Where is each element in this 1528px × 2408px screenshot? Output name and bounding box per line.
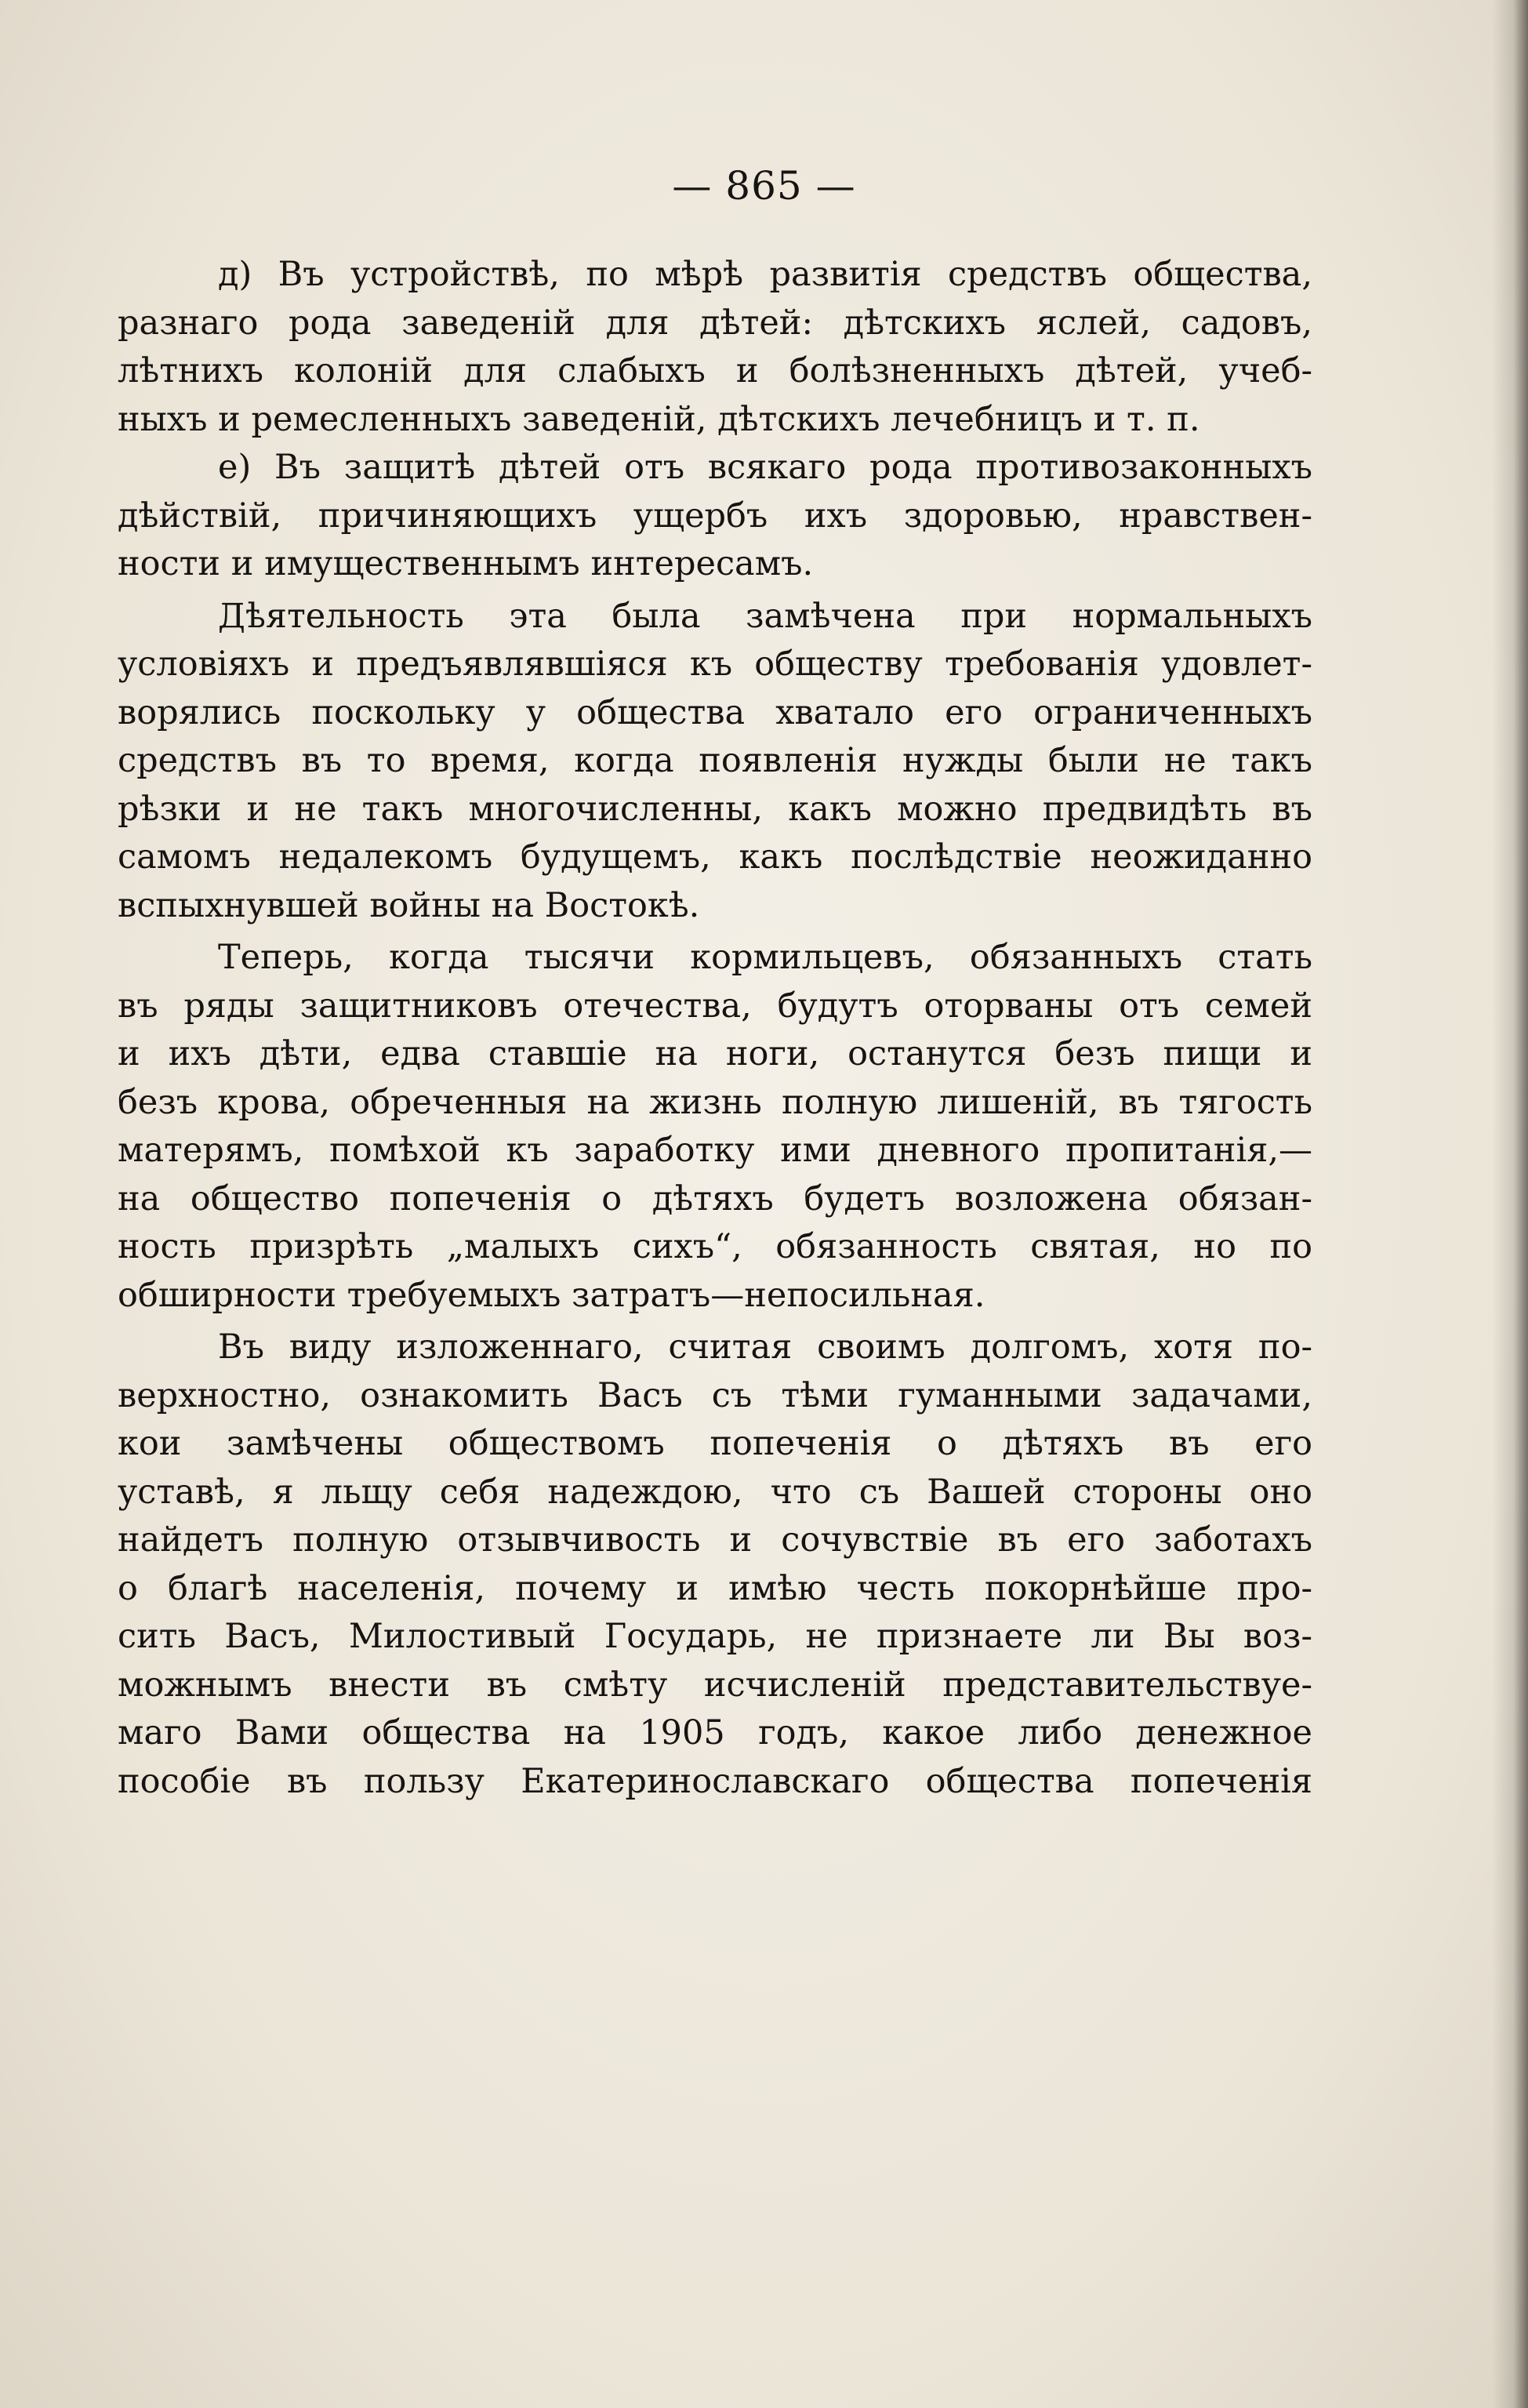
text-line: сить Васъ, Милостивый Государь, не признаете ли Вы воз-: [118, 1617, 1312, 1656]
page-number: — 865 —: [672, 163, 856, 209]
text-line: самомъ недалекомъ будущемъ, какъ послѣдствіе неожиданно: [118, 837, 1312, 877]
text-line: въ ряды защитниковъ отечества, будутъ оторваны отъ семей: [118, 986, 1312, 1026]
text-line: матерямъ, помѣхой къ заработку ими дневного пропитанія,—: [118, 1131, 1312, 1170]
text-line: кои замѣчены обществомъ попеченія о дѣтяхъ въ его: [118, 1424, 1312, 1463]
text-line: Дѣятельность эта была замѣчена при нормальныхъ: [218, 596, 1312, 636]
text-line: безъ крова, обреченныя на жизнь полную лишеній, въ тягость: [118, 1082, 1312, 1122]
text-line: верхностно, ознакомить Васъ съ тѣми гуманными задачами,: [118, 1375, 1312, 1415]
text-line: е) Въ защитѣ дѣтей отъ всякаго рода противозаконныхъ: [218, 448, 1312, 487]
text-line: о благѣ населенія, почему и имѣю честь покорнѣйше про-: [118, 1568, 1312, 1608]
paragraph-activity: [118, 593, 1312, 931]
text-line: пособіе въ пользу Екатеринославскаго общества попеченія: [118, 1761, 1312, 1801]
text-line: ность призрѣть „малыхъ сихъ“, обязанность святая, но по: [118, 1227, 1312, 1266]
text-line: рѣзки и не такъ многочисленны, какъ можно предвидѣть въ: [118, 789, 1312, 829]
paragraph-item-d: [118, 251, 1312, 444]
paragraph-now: [118, 934, 1312, 1320]
text-line: ворялись поскольку у общества хватало его ограниченныхъ: [118, 692, 1312, 732]
text-line: вспыхнувшей войны на Востокѣ.: [118, 885, 700, 925]
text-line: дѣйствій, причиняющихъ ущербъ ихъ здоровью, нравствен-: [118, 496, 1312, 536]
text-line: можнымъ внести въ смѣту исчисленій представительствуе-: [118, 1665, 1312, 1705]
text-line: Теперь, когда тысячи кормильцевъ, обязанныхъ стать: [218, 938, 1312, 977]
text-line: и ихъ дѣти, едва ставшіе на ноги, останутся безъ пищи и: [118, 1034, 1312, 1073]
text-line: лѣтнихъ колоній для слабыхъ и болѣзненныхъ дѣтей, учеб-: [118, 351, 1312, 390]
text-line: разнаго рода заведеній для дѣтей: дѣтскихъ яслей, садовъ,: [118, 303, 1312, 343]
text-line: средствъ въ то время, когда появленія нужды были не такъ: [118, 741, 1312, 780]
text-line: обширности требуемыхъ затратъ—непосильная.: [118, 1275, 985, 1315]
text-line: условіяхъ и предъявлявшіяся къ обществу требованія удовлет-: [118, 645, 1312, 684]
text-line: ныхъ и ремесленныхъ заведеній, дѣтскихъ лечебницъ и т. п.: [118, 399, 1200, 439]
text-line: ности и имущественнымъ интересамъ.: [118, 544, 814, 583]
text-line: на общество попеченія о дѣтяхъ будетъ возложена обязан-: [118, 1179, 1312, 1219]
text-line: найдетъ полную отзывчивость и сочувствіе въ его заботахъ: [118, 1520, 1312, 1560]
text-line: Въ виду изложеннаго, считая своимъ долгомъ, хотя по-: [218, 1327, 1312, 1367]
page-edge-shadow: [1492, 0, 1528, 2408]
text-line: уставѣ, я льщу себя надеждою, что съ Вашей стороны оно: [118, 1472, 1312, 1512]
paragraph-request: [118, 1324, 1312, 1806]
body-text: [118, 251, 1312, 1806]
paragraph-item-e: [118, 444, 1312, 589]
text-line: маго Вами общества на 1905 годъ, какое либо денежное: [118, 1713, 1312, 1752]
text-line: д) Въ устройствѣ, по мѣрѣ развитія средствъ общества,: [218, 255, 1312, 294]
